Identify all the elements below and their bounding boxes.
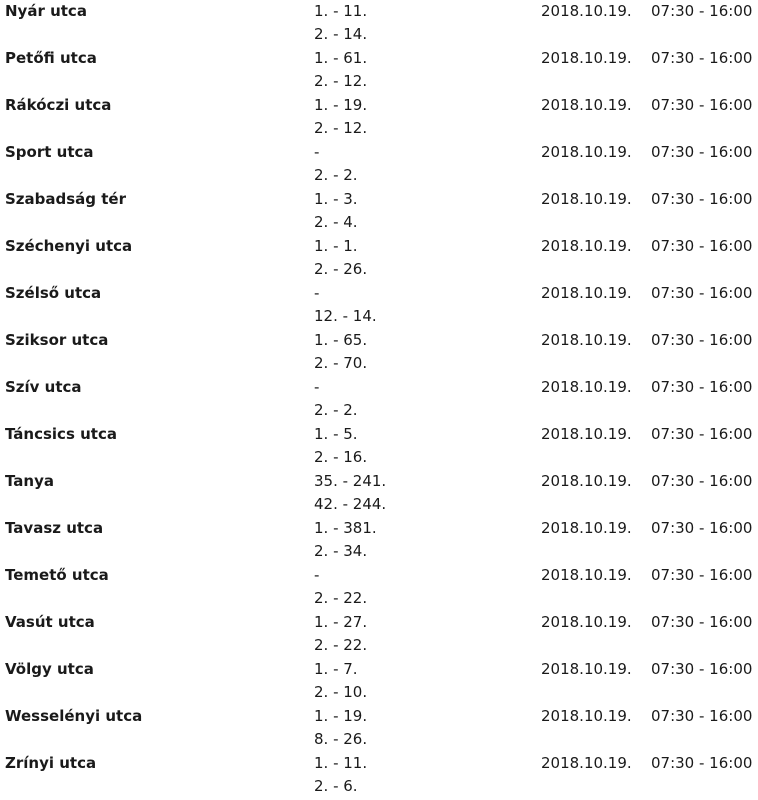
- outage-date: 2018.10.19.: [541, 472, 632, 490]
- schedule-row: [0, 329, 758, 376]
- even-house-range: 2. - 12.: [314, 72, 368, 90]
- odd-house-range: -: [314, 378, 320, 396]
- outage-time-window: 07:30 - 16:00: [651, 472, 753, 490]
- even-house-range: 12. - 14.: [314, 307, 377, 325]
- odd-house-range: -: [314, 566, 320, 584]
- street-name: Temető utca: [5, 566, 109, 584]
- schedule-row: [0, 517, 758, 564]
- odd-house-range: 1. - 5.: [314, 425, 358, 443]
- schedule-row: [0, 47, 758, 94]
- schedule-row: [0, 376, 758, 423]
- even-house-range: 2. - 22.: [314, 636, 368, 654]
- street-name: Völgy utca: [5, 660, 94, 678]
- outage-date: 2018.10.19.: [541, 190, 632, 208]
- outage-date: 2018.10.19.: [541, 754, 632, 772]
- schedule-row: [0, 705, 758, 752]
- schedule-row: [0, 752, 758, 799]
- even-house-range: 2. - 16.: [314, 448, 368, 466]
- even-house-range: 2. - 14.: [314, 25, 368, 43]
- schedule-row: [0, 0, 758, 47]
- street-name: Zrínyi utca: [5, 754, 97, 772]
- odd-house-range: 35. - 241.: [314, 472, 387, 490]
- street-name: Rákóczi utca: [5, 96, 112, 114]
- even-house-range: 2. - 22.: [314, 589, 368, 607]
- street-name: Táncsics utca: [5, 425, 117, 443]
- outage-time-window: 07:30 - 16:00: [651, 284, 753, 302]
- outage-date: 2018.10.19.: [541, 566, 632, 584]
- schedule-row: [0, 423, 758, 470]
- outage-date: 2018.10.19.: [541, 613, 632, 631]
- even-house-range: 42. - 244.: [314, 495, 387, 513]
- outage-date: 2018.10.19.: [541, 143, 632, 161]
- street-name: Sport utca: [5, 143, 94, 161]
- even-house-range: 2. - 26.: [314, 260, 368, 278]
- outage-date: 2018.10.19.: [541, 378, 632, 396]
- outage-date: 2018.10.19.: [541, 49, 632, 67]
- outage-date: 2018.10.19.: [541, 660, 632, 678]
- odd-house-range: 1. - 19.: [314, 707, 368, 725]
- street-name: Vasút utca: [5, 613, 95, 631]
- schedule-row: [0, 658, 758, 705]
- outage-time-window: 07:30 - 16:00: [651, 331, 753, 349]
- even-house-range: 2. - 2.: [314, 166, 358, 184]
- schedule-row: [0, 235, 758, 282]
- outage-date: 2018.10.19.: [541, 237, 632, 255]
- outage-time-window: 07:30 - 16:00: [651, 660, 753, 678]
- outage-time-window: 07:30 - 16:00: [651, 96, 753, 114]
- street-name: Tavasz utca: [5, 519, 104, 537]
- odd-house-range: 1. - 19.: [314, 96, 368, 114]
- outage-time-window: 07:30 - 16:00: [651, 237, 753, 255]
- outage-time-window: 07:30 - 16:00: [651, 49, 753, 67]
- outage-time-window: 07:30 - 16:00: [651, 707, 753, 725]
- odd-house-range: 1. - 27.: [314, 613, 368, 631]
- even-house-range: 8. - 26.: [314, 730, 368, 748]
- street-name: Tanya: [5, 472, 54, 490]
- outage-time-window: 07:30 - 16:00: [651, 190, 753, 208]
- odd-house-range: 1. - 11.: [314, 2, 368, 20]
- outage-time-window: 07:30 - 16:00: [651, 566, 753, 584]
- odd-house-range: 1. - 11.: [314, 754, 368, 772]
- odd-house-range: 1. - 3.: [314, 190, 358, 208]
- street-name: Petőfi utca: [5, 49, 97, 67]
- outage-time-window: 07:30 - 16:00: [651, 425, 753, 443]
- outage-time-window: 07:30 - 16:00: [651, 2, 753, 20]
- odd-house-range: -: [314, 284, 320, 302]
- odd-house-range: 1. - 7.: [314, 660, 358, 678]
- street-name: Wesselényi utca: [5, 707, 143, 725]
- schedule-row: [0, 564, 758, 611]
- even-house-range: 2. - 6.: [314, 777, 358, 795]
- odd-house-range: 1. - 1.: [314, 237, 358, 255]
- odd-house-range: 1. - 381.: [314, 519, 377, 537]
- even-house-range: 2. - 2.: [314, 401, 358, 419]
- street-name: Széchenyi utca: [5, 237, 133, 255]
- schedule-row: [0, 470, 758, 517]
- outage-date: 2018.10.19.: [541, 284, 632, 302]
- street-name: Szélső utca: [5, 284, 102, 302]
- outage-time-window: 07:30 - 16:00: [651, 754, 753, 772]
- outage-time-window: 07:30 - 16:00: [651, 613, 753, 631]
- outage-time-window: 07:30 - 16:00: [651, 378, 753, 396]
- outage-time-window: 07:30 - 16:00: [651, 143, 753, 161]
- even-house-range: 2. - 10.: [314, 683, 368, 701]
- outage-date: 2018.10.19.: [541, 331, 632, 349]
- schedule-row: [0, 611, 758, 658]
- street-name: Nyár utca: [5, 2, 87, 20]
- even-house-range: 2. - 34.: [314, 542, 368, 560]
- street-name: Sziksor utca: [5, 331, 109, 349]
- outage-time-window: 07:30 - 16:00: [651, 519, 753, 537]
- schedule-row: [0, 94, 758, 141]
- schedule-row: [0, 282, 758, 329]
- odd-house-range: 1. - 61.: [314, 49, 368, 67]
- odd-house-range: 1. - 65.: [314, 331, 368, 349]
- outage-date: 2018.10.19.: [541, 425, 632, 443]
- outage-date: 2018.10.19.: [541, 96, 632, 114]
- even-house-range: 2. - 4.: [314, 213, 358, 231]
- street-name: Szabadság tér: [5, 190, 127, 208]
- even-house-range: 2. - 70.: [314, 354, 368, 372]
- odd-house-range: -: [314, 143, 320, 161]
- outage-date: 2018.10.19.: [541, 707, 632, 725]
- schedule-row: [0, 188, 758, 235]
- even-house-range: 2. - 12.: [314, 119, 368, 137]
- schedule-row: [0, 141, 758, 188]
- outage-date: 2018.10.19.: [541, 519, 632, 537]
- outage-date: 2018.10.19.: [541, 2, 632, 20]
- street-name: Szív utca: [5, 378, 82, 396]
